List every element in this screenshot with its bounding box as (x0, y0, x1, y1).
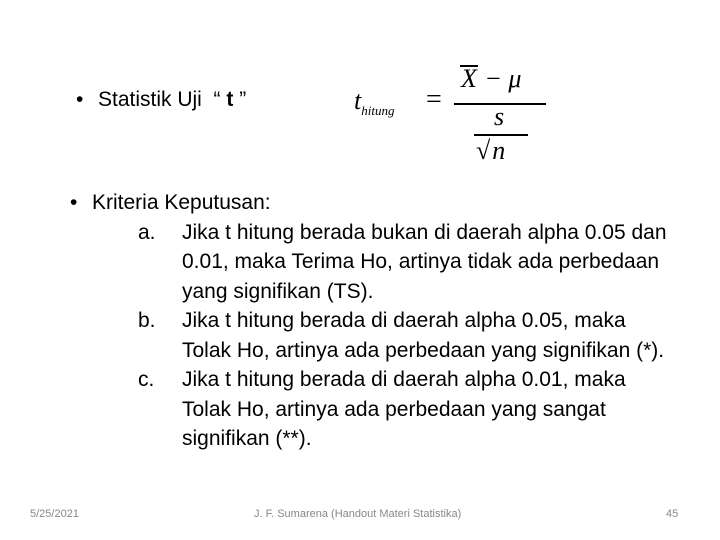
bullet-kriteria-keputusan (70, 188, 670, 454)
quote-close: ” (239, 88, 247, 111)
formula-n: n (492, 136, 506, 165)
formula-denominator (454, 102, 546, 166)
sqrt-icon: √ (476, 136, 491, 165)
bullet-marker: • (76, 88, 84, 111)
bullet-marker: • (70, 191, 78, 214)
list-item (138, 218, 670, 307)
formula-numerator (460, 64, 522, 94)
formula-lhs (354, 86, 394, 119)
list-item-letter: c. (138, 368, 155, 391)
formula-s: s (494, 102, 505, 131)
formula-xbar: X (461, 64, 477, 93)
bullet-statistik-uji (76, 86, 246, 114)
footer-source: J. F. Sumarena (Handout Materi Statistika) (254, 508, 462, 520)
t-label: t (226, 88, 234, 111)
bullet-text: Statistik Uji (98, 88, 202, 111)
formula-subscript: hitung (361, 103, 395, 119)
quote-open: “ (213, 88, 221, 111)
footer-date: 5/25/2021 (30, 508, 79, 520)
formula-sqrt-n (476, 136, 507, 166)
formula-t: t (354, 86, 362, 115)
kriteria-list (138, 218, 670, 454)
kriteria-heading-row (70, 188, 670, 218)
list-item-text: Jika t hitung berada di daerah alpha 0.01, maka Tolak Ho, artinya ada perbedaan yang sangat signifikan (**). (182, 368, 626, 450)
list-item-text: Jika t hitung berada di daerah alpha 0.05, maka Tolak Ho, artinya ada perbedaan yang signifikan (*). (182, 309, 665, 362)
page-number: 45 (666, 508, 679, 520)
kriteria-heading: Kriteria Keputusan: (92, 191, 271, 214)
list-item-letter: b. (138, 309, 156, 332)
t-statistic-formula (350, 56, 550, 166)
formula-equals: = (426, 84, 442, 115)
formula-minus-mu: − μ (484, 64, 522, 93)
list-item-text: Jika t hitung berada bukan di daerah alpha 0.05 dan 0.01, maka Terima Ho, artinya tidak ada perbedaan yang signifikan (TS). (182, 220, 667, 303)
list-item (138, 365, 670, 454)
list-item (138, 306, 670, 365)
list-item-letter: a. (138, 220, 156, 244)
